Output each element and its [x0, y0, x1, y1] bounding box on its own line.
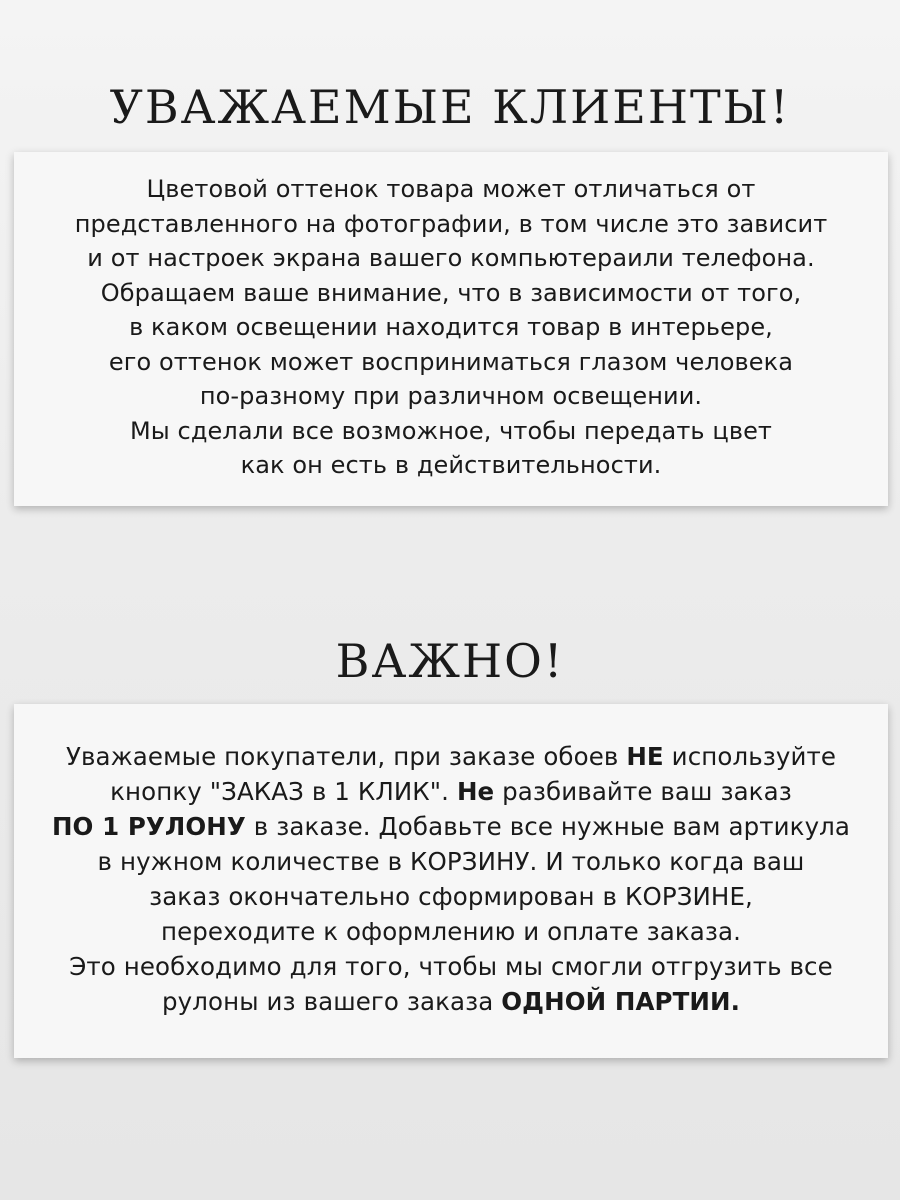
notice-text: Уважаемые покупатели, при заказе обоев: [65, 742, 627, 771]
heading-important: ВАЖНО!: [335, 634, 565, 688]
disclaimer-line-3: и от настроек экрана вашего компьютераили телефона.: [87, 244, 815, 272]
disclaimer-line-2: представленного на фотографии, в том числе это зависит: [74, 209, 828, 238]
notice-line-5: заказ окончательно сформирован в КОРЗИНЕ,: [149, 882, 753, 911]
notice-text: кнопку "ЗАКАЗ в 1 КЛИК".: [110, 777, 457, 806]
notice-text: в заказе. Добавьте все нужные вам артикула: [245, 812, 851, 841]
disclaimer-line-9: как он есть в действительности.: [240, 451, 662, 479]
color-disclaimer-card: [14, 152, 888, 506]
order-notice-card: [14, 704, 888, 1058]
disclaimer-line-1: Цветовой оттенок товара может отличаться от: [146, 175, 756, 203]
notice-emphasis: ПО 1 РУЛОНУ: [51, 812, 246, 841]
notice-text: рулоны из вашего заказа: [161, 987, 502, 1016]
notice-line-1: [14, 739, 888, 774]
disclaimer-line-7: по-разному при различном освещении.: [199, 382, 703, 410]
notice-emphasis: ОДНОЙ ПАРТИИ.: [501, 987, 741, 1016]
notice-text: разбивайте ваш заказ: [494, 777, 792, 806]
notice-text: используйте: [663, 742, 837, 771]
notice-line-4: в нужном количестве в КОРЗИНУ. И только когда ваш: [97, 847, 805, 876]
notice-emphasis: Не: [456, 777, 495, 806]
notice-emphasis: НЕ: [626, 742, 664, 771]
notice-line-8: [14, 984, 888, 1019]
disclaimer-line-8: Мы сделали все возможное, чтобы передать цвет: [129, 416, 773, 445]
disclaimer-line-6: его оттенок может восприниматься глазом человека: [108, 347, 794, 376]
notice-line-7: Это необходимо для того, чтобы мы смогли отгрузить все: [69, 952, 833, 981]
notice-line-2: [14, 774, 888, 809]
notice-line-6: переходите к оформлению и оплате заказа.: [160, 917, 742, 946]
disclaimer-line-4: Обращаем ваше внимание, что в зависимости от того,: [100, 278, 802, 307]
heading-dear-clients: УВАЖАЕМЫЕ КЛИЕНТЫ!: [109, 80, 791, 134]
disclaimer-line-5: в каком освещении находится товар в интерьере,: [129, 313, 773, 341]
notice-line-3: [14, 809, 888, 844]
